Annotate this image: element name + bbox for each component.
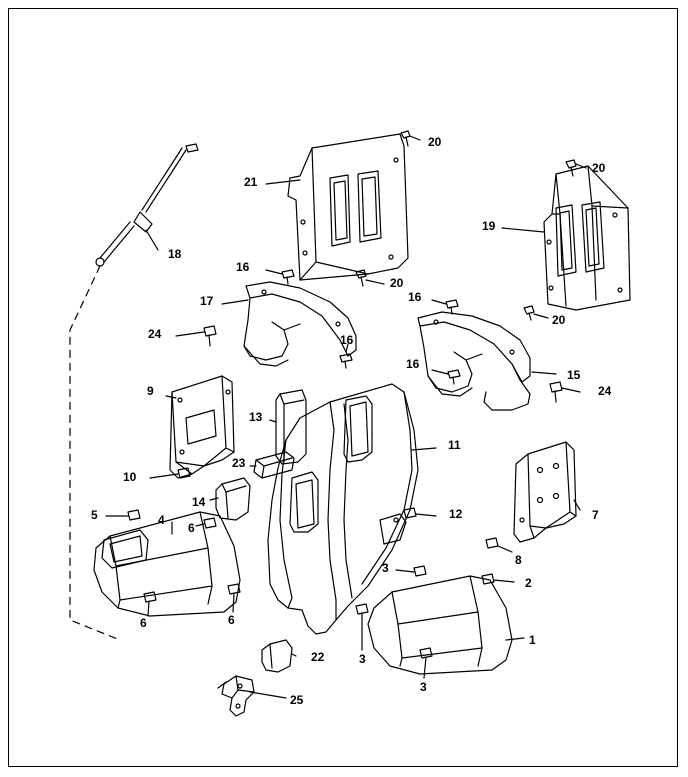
callout-5: 5	[91, 508, 98, 522]
part-8-fastener	[486, 538, 512, 552]
part-4-panel	[94, 512, 240, 616]
callout-1: 1	[529, 633, 536, 647]
callout-20-right-top: 20	[592, 161, 606, 175]
construction-line	[70, 266, 120, 640]
leader-19	[502, 228, 544, 232]
part-20-fastener-right-top	[566, 160, 586, 176]
callout-17: 17	[200, 294, 214, 308]
callout-19: 19	[482, 219, 496, 233]
callout-20-top: 20	[428, 135, 442, 149]
part-24-fastener-right	[550, 382, 580, 402]
callout-13: 13	[249, 410, 263, 424]
callout-20-mid: 20	[390, 276, 404, 290]
callout-15: 15	[567, 368, 581, 382]
callout-11: 11	[448, 438, 461, 452]
part-20-fastener-right-bottom	[524, 306, 548, 320]
part-9-panel	[170, 376, 234, 478]
leader-22	[292, 654, 296, 656]
callout-18: 18	[168, 247, 182, 261]
callout-12: 12	[449, 507, 463, 521]
callout-7: 7	[592, 508, 599, 522]
callout-3-c: 3	[420, 680, 427, 694]
callout-2: 2	[525, 576, 532, 590]
leader-1	[506, 638, 524, 640]
callout-8: 8	[515, 553, 522, 567]
part-16-fastener-right-low	[432, 370, 460, 384]
leader-15	[532, 372, 556, 374]
callout-16-c: 16	[340, 333, 354, 347]
callout-23: 23	[232, 456, 246, 470]
leader-9	[166, 396, 176, 398]
part-23-cover	[254, 452, 294, 478]
leader-25	[250, 692, 286, 698]
part-1-panel	[368, 576, 512, 674]
callout-22: 22	[311, 650, 325, 664]
callout-6-b: 6	[140, 616, 147, 630]
part-19-panel	[544, 166, 630, 310]
callout-6-c: 6	[228, 613, 235, 627]
part-22-grommet	[262, 640, 292, 672]
leader-21	[266, 180, 300, 184]
callout-21: 21	[244, 175, 258, 189]
part-14-vent	[216, 478, 250, 520]
callout-14: 14	[192, 495, 206, 509]
part-5-fastener	[106, 510, 140, 520]
part-6-fastener-a	[196, 518, 216, 528]
leader-18	[146, 230, 158, 250]
callout-25: 25	[290, 693, 304, 707]
callout-16-a: 16	[236, 260, 250, 274]
callout-16-b: 16	[408, 290, 422, 304]
part-7-bracket	[514, 442, 576, 542]
leader-7	[574, 500, 580, 510]
part-18-cable	[96, 144, 198, 266]
callout-9: 9	[147, 384, 154, 398]
callout-20-right-bottom: 20	[552, 313, 566, 327]
part-24-fastener-left	[176, 326, 216, 346]
part-25-latch	[218, 676, 254, 716]
callout-24-right: 24	[598, 384, 612, 398]
callout-3-a: 3	[382, 561, 389, 575]
part-17-trim	[244, 282, 356, 366]
callout-3-b: 3	[359, 652, 366, 666]
leader-17	[222, 300, 248, 304]
part-3-fastener-a	[396, 566, 426, 576]
leader-13	[270, 420, 276, 422]
part-15-trim	[418, 312, 530, 410]
part-16-fastener-lower-left	[340, 344, 352, 368]
leader-14	[210, 498, 218, 500]
callout-16-d: 16	[406, 357, 420, 371]
part-3-fastener-b	[356, 604, 368, 650]
part-11-console	[268, 384, 418, 634]
callout-4: 4	[158, 513, 165, 527]
part-21-panel	[288, 134, 408, 280]
callout-24-left: 24	[148, 327, 162, 341]
callout-10: 10	[123, 470, 137, 484]
callout-6-a: 6	[188, 521, 195, 535]
